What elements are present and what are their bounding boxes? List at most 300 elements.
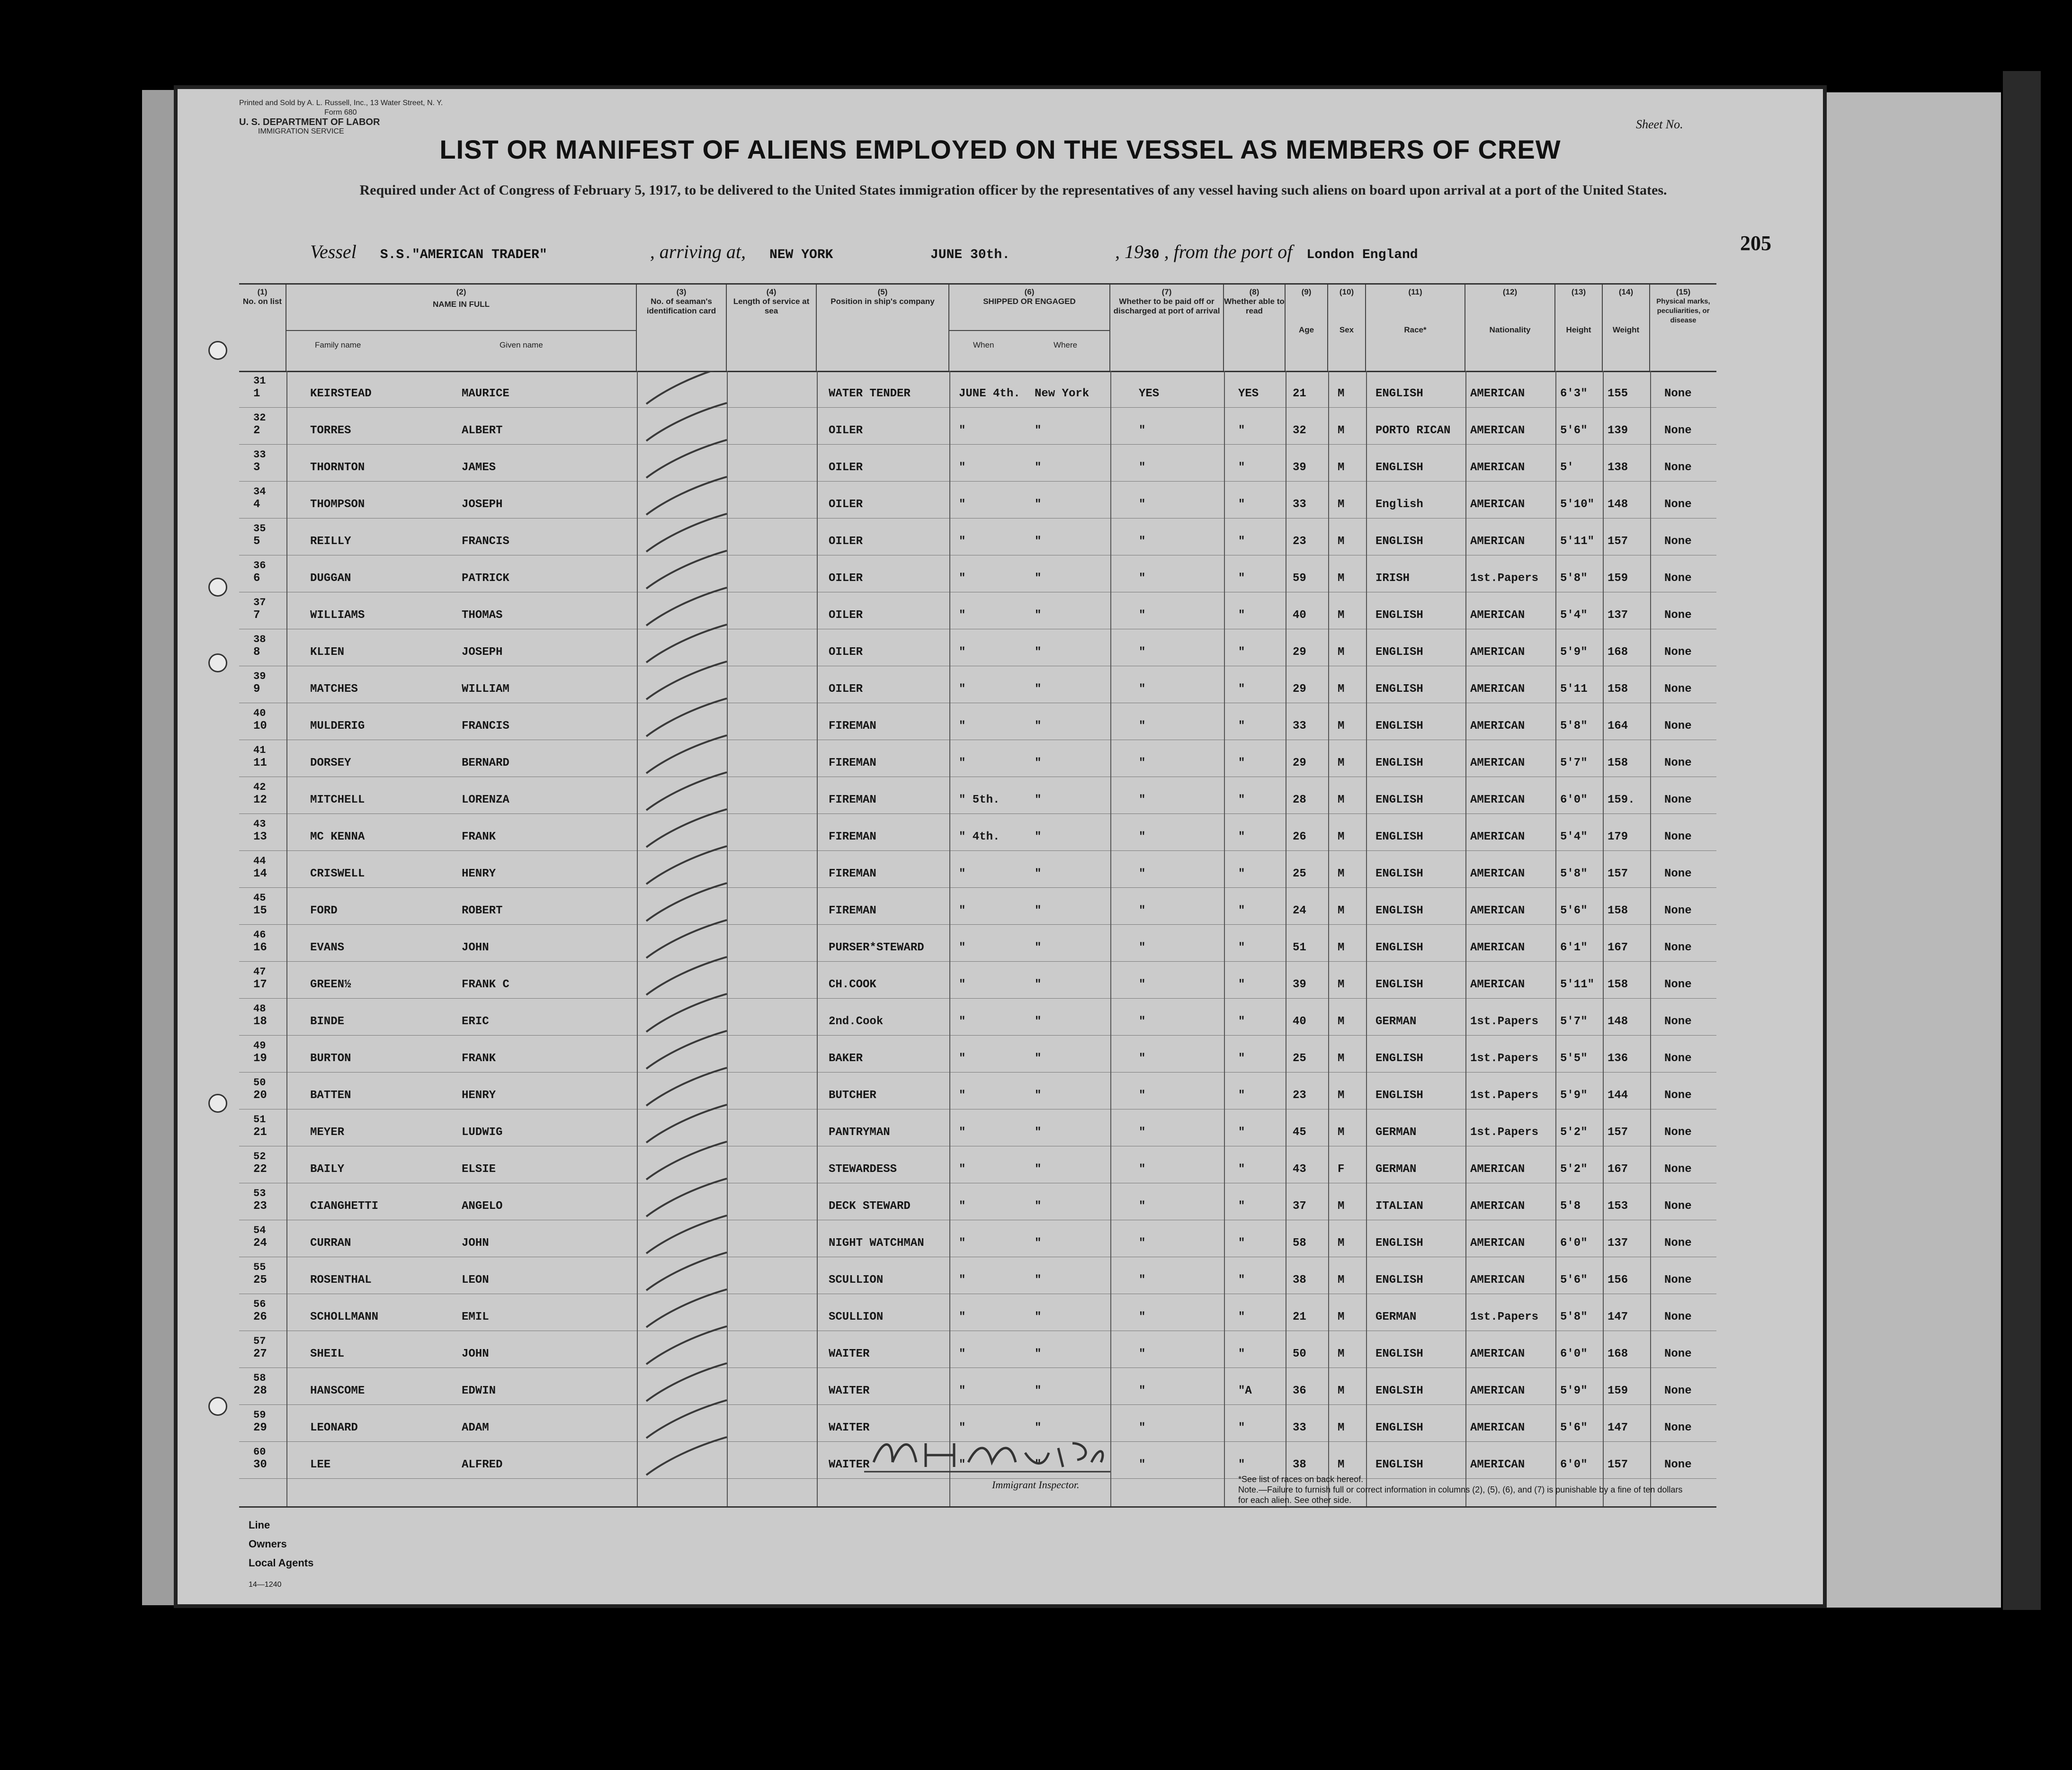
cell-height: 5'4" [1560,831,1588,843]
cell-when: " [959,572,966,585]
cell-nationality: AMERICAN [1470,646,1525,659]
year-prefix: , 19 [1115,241,1143,262]
cell-family: FORD [310,904,338,917]
cell-given: JOHN [462,941,489,954]
running-number: 48 [253,1003,266,1015]
cell-when: " [959,535,966,548]
cell-paid: " [1139,572,1146,585]
cell-weight: 179 [1608,831,1628,843]
column-rule [1110,371,1111,1506]
cell-position: CH.COOK [829,978,876,991]
cell-read: " [1238,757,1245,769]
cell-where: " [1035,831,1042,843]
check-mark [646,1437,727,1475]
cell-nationality: AMERICAN [1470,941,1525,954]
page-subtitle: Required under Act of Congress of February 5, 1917, to be delivered to the United States immigration officer by the representatives of any vessel having such aliens on board upon arrival at a port of the United States. [359,182,1667,198]
cell-marks: None [1664,904,1692,917]
cell-no: 6 [253,572,260,585]
cell-no: 23 [253,1200,267,1213]
cell-read: " [1238,904,1245,917]
table-row [239,594,1716,629]
cell-read: YES [1238,387,1259,400]
running-number: 31 [253,375,266,387]
cell-where: " [1035,757,1042,769]
running-number: 35 [253,523,266,535]
table-row [239,1074,1716,1109]
cell-sex: M [1338,1348,1345,1360]
cell-weight: 137 [1608,609,1628,622]
cell-family: LEONARD [310,1421,358,1434]
running-number: 55 [253,1261,266,1273]
cell-position: FIREMAN [829,867,876,880]
cell-marks: None [1664,572,1692,585]
cell-no: 29 [253,1421,267,1434]
cell-position: FIREMAN [829,757,876,769]
cell-position: OILER [829,424,863,437]
cell-marks: None [1664,831,1692,843]
binder-hole [208,1094,227,1113]
cell-race: ENGLSIH [1375,1385,1423,1397]
cell-when: " [959,683,966,696]
footer-note [1238,1474,1688,1505]
cell-weight: 158 [1608,978,1628,991]
cell-height: 6'0" [1560,1458,1588,1471]
cell-given: THOMAS [462,609,503,622]
check-mark [646,772,727,810]
cell-no: 30 [253,1458,267,1471]
cell-position: OILER [829,461,863,474]
cell-nationality: 1st.Papers [1470,1015,1539,1028]
cell-where: " [1035,1311,1042,1323]
cell-when: " [959,1458,966,1471]
cell-height: 5'10" [1560,498,1595,511]
cell-weight: 136 [1608,1052,1628,1065]
cell-position: WAITER [829,1385,870,1397]
departure-port: London England [1306,248,1418,262]
cell-race: English [1375,498,1423,511]
cell-height: 5'5" [1560,1052,1588,1065]
cell-read: " [1238,1163,1245,1176]
cell-read: " [1238,1237,1245,1250]
cell-read: "A [1238,1385,1252,1397]
cell-race: GERMAN [1375,1311,1417,1323]
cell-paid: " [1139,831,1146,843]
cell-nationality: 1st.Papers [1470,572,1539,585]
cell-family: BINDE [310,1015,345,1028]
cell-marks: None [1664,720,1692,733]
cell-read: " [1238,941,1245,954]
cell-position: WAITER [829,1348,870,1360]
cell-race: ENGLISH [1375,1089,1423,1102]
cell-given: ELSIE [462,1163,496,1176]
cell-sex: M [1338,720,1345,733]
cell-when: " [959,720,966,733]
running-number: 47 [253,966,266,978]
cell-family: REILLY [310,535,351,548]
cell-sex: M [1338,572,1345,585]
cell-height: 5' [1560,461,1574,474]
cell-height: 6'0" [1560,794,1588,806]
cell-height: 6'3" [1560,387,1588,400]
check-mark [646,698,727,736]
cell-marks: None [1664,1015,1692,1028]
cell-given: ALFRED [462,1458,503,1471]
cell-weight: 167 [1608,941,1628,954]
cell-weight: 158 [1608,757,1628,769]
cell-age: 51 [1293,941,1306,954]
cell-when: " [959,461,966,474]
running-number: 50 [253,1077,266,1089]
cell-given: ERIC [462,1015,489,1028]
cell-given: JOHN [462,1237,489,1250]
cell-no: 28 [253,1385,267,1397]
cell-position: OILER [829,572,863,585]
header-age: (9) Age [1286,285,1328,371]
cell-family: DORSEY [310,757,351,769]
table-row [239,668,1716,703]
cell-race: GERMAN [1375,1163,1417,1176]
from-port-label: , from the port of [1164,241,1293,262]
check-mark [646,920,727,958]
cell-no: 13 [253,831,267,843]
header-shipped: (6) SHIPPED OR ENGAGED When Where [949,285,1110,371]
cell-family: MULDERIG [310,720,365,733]
cell-age: 28 [1293,794,1306,806]
service-name: IMMIGRATION SERVICE [258,127,344,135]
cell-read: " [1238,1311,1245,1323]
cell-when: JUNE 4th. [959,387,1020,400]
table-row [239,926,1716,962]
cell-where: " [1035,646,1042,659]
table-row [239,1148,1716,1183]
cell-nationality: AMERICAN [1470,498,1525,511]
cell-where: " [1035,498,1042,511]
cell-weight: 159. [1608,794,1635,806]
cell-sex: M [1338,941,1345,954]
table-row [239,1332,1716,1368]
header-name: (2) NAME IN FULL Family name Given name [286,285,637,371]
cell-sex: M [1338,461,1345,474]
cell-height: 5'6" [1560,1274,1588,1287]
cell-when: " [959,757,966,769]
cell-given: ALBERT [462,424,503,437]
header-position: (5) Position in ship's company [817,285,949,371]
cell-read: " [1238,1200,1245,1213]
cell-read: " [1238,498,1245,511]
cell-no: 8 [253,646,260,659]
cell-position: 2nd.Cook [829,1015,884,1028]
cell-where: " [1035,1421,1042,1434]
cell-nationality: AMERICAN [1470,978,1525,991]
table-row [239,889,1716,925]
cell-sex: F [1338,1163,1345,1176]
cell-nationality: AMERICAN [1470,757,1525,769]
footer-note-races: *See list of races on back hereof. [1238,1475,1364,1484]
check-mark [646,1326,727,1364]
check-mark [646,994,727,1032]
vessel-label: Vessel [310,241,357,262]
check-mark [646,1252,727,1290]
cell-height: 5'7" [1560,1015,1588,1028]
cell-age: 24 [1293,904,1306,917]
footer-owners-label: Owners [249,1538,287,1550]
cell-nationality: AMERICAN [1470,1163,1525,1176]
cell-family: MEYER [310,1126,345,1139]
check-mark [646,625,727,662]
cell-family: GREEN½ [310,978,351,991]
cell-sex: M [1338,387,1345,400]
cell-given: ANGELO [462,1200,503,1213]
cell-race: ENGLISH [1375,461,1423,474]
cell-position: BAKER [829,1052,863,1065]
cell-when: " [959,646,966,659]
cell-no: 12 [253,794,267,806]
cell-no: 19 [253,1052,267,1065]
cell-sex: M [1338,683,1345,696]
check-mark [646,477,727,515]
cell-marks: None [1664,1052,1692,1065]
cell-position: BUTCHER [829,1089,876,1102]
cell-weight: 157 [1608,1126,1628,1139]
cell-height: 5'4" [1560,609,1588,622]
cell-position: SCULLION [829,1274,884,1287]
table-row [239,520,1716,555]
table-row [239,631,1716,666]
cell-height: 5'8" [1560,867,1588,880]
cell-nationality: AMERICAN [1470,1200,1525,1213]
header-physical-marks: (15) Physical marks, peculiarities, or disease [1656,287,1710,324]
binder-shadow [2003,71,2041,1610]
cell-sex: M [1338,1126,1345,1139]
cell-sex: M [1338,904,1345,917]
cell-marks: None [1664,609,1692,622]
check-mark [646,1068,727,1106]
cell-no: 2 [253,424,260,437]
running-number: 57 [253,1335,266,1347]
cell-paid: " [1139,646,1146,659]
cell-marks: None [1664,794,1692,806]
cell-age: 33 [1293,720,1306,733]
cell-age: 40 [1293,609,1306,622]
running-number: 33 [253,449,266,461]
cell-when: " [959,609,966,622]
running-number: 45 [253,892,266,904]
cell-paid: " [1139,1348,1146,1360]
check-mark [646,371,727,404]
cell-age: 38 [1293,1458,1306,1471]
cell-given: EMIL [462,1311,489,1323]
cell-position: OILER [829,498,863,511]
running-number: 46 [253,929,266,941]
cell-no: 7 [253,609,260,622]
cell-weight: 144 [1608,1089,1628,1102]
cell-race: ENGLISH [1375,794,1423,806]
table-row [239,557,1716,592]
cell-family: CRISWELL [310,867,365,880]
cell-when: " [959,1348,966,1360]
cell-family: EVANS [310,941,345,954]
cell-nationality: AMERICAN [1470,904,1525,917]
cell-paid: " [1139,1311,1146,1323]
cell-position: WATER TENDER [829,387,911,400]
cell-marks: None [1664,1237,1692,1250]
cell-marks: None [1664,1311,1692,1323]
table-row [239,409,1716,445]
cell-family: TORRES [310,424,351,437]
cell-sex: M [1338,978,1345,991]
cell-race: GERMAN [1375,1015,1417,1028]
cell-position: FIREMAN [829,904,876,917]
cell-read: " [1238,1052,1245,1065]
cell-when: " [959,1385,966,1397]
cell-sex: M [1338,867,1345,880]
cell-when: " [959,1015,966,1028]
cell-paid: " [1139,1089,1146,1102]
table-row [239,1296,1716,1331]
running-number: 59 [253,1409,266,1421]
cell-paid: " [1139,978,1146,991]
cell-given: FRANK [462,1052,496,1065]
cell-no: 22 [253,1163,267,1176]
cell-race: GERMAN [1375,1126,1417,1139]
cell-where: " [1035,424,1042,437]
header-weight: (14) Weight [1603,285,1650,371]
cell-sex: M [1338,794,1345,806]
cell-nationality: AMERICAN [1470,1458,1525,1471]
cell-where: " [1035,1015,1042,1028]
cell-given: PATRICK [462,572,509,585]
cell-race: ENGLISH [1375,1421,1423,1434]
cell-age: 29 [1293,757,1306,769]
header-nationality: (12) Nationality [1465,285,1555,371]
cell-position: WAITER [829,1458,870,1471]
cell-where: " [1035,978,1042,991]
cell-sex: M [1338,1237,1345,1250]
cell-nationality: 1st.Papers [1470,1052,1539,1065]
cell-weight: 168 [1608,646,1628,659]
cell-height: 6'0" [1560,1348,1588,1360]
cell-family: KLIEN [310,646,345,659]
cell-no: 26 [253,1311,267,1323]
cell-given: LORENZA [462,794,509,806]
cell-paid: " [1139,1458,1146,1471]
cell-where: " [1035,904,1042,917]
cell-family: MITCHELL [310,794,365,806]
check-mark [646,551,727,589]
cell-age: 25 [1293,867,1306,880]
cell-read: " [1238,794,1245,806]
binder-hole [208,578,227,597]
cell-weight: 155 [1608,387,1628,400]
page-number: 205 [1740,232,1771,255]
cell-marks: None [1664,1274,1692,1287]
cell-age: 38 [1293,1274,1306,1287]
cell-height: 5'8 [1560,1200,1581,1213]
cell-where: " [1035,1385,1042,1397]
cell-read: " [1238,720,1245,733]
cell-position: FIREMAN [829,794,876,806]
cell-read: " [1238,1274,1245,1287]
cell-age: 37 [1293,1200,1306,1213]
cell-read: " [1238,461,1245,474]
table-row [239,742,1716,777]
cell-nationality: AMERICAN [1470,1348,1525,1360]
cell-marks: None [1664,1163,1692,1176]
cell-age: 21 [1293,1311,1306,1323]
cell-read: " [1238,1421,1245,1434]
cell-read: " [1238,572,1245,585]
cell-marks: None [1664,941,1692,954]
running-number: 51 [253,1114,266,1126]
header-no-on-list: (1) No. on list [239,285,286,371]
check-mark [646,588,727,626]
cell-paid: " [1139,683,1146,696]
cell-given: HENRY [462,1089,496,1102]
arrival-port: NEW YORK [769,248,833,262]
cell-where: " [1035,1237,1042,1250]
cell-nationality: AMERICAN [1470,424,1525,437]
cell-age: 23 [1293,1089,1306,1102]
table-row [239,963,1716,999]
binder-edge [142,90,178,1605]
cell-marks: None [1664,646,1692,659]
cell-paid: " [1139,904,1146,917]
cell-sex: M [1338,1089,1345,1102]
cell-position: OILER [829,535,863,548]
cell-race: ENGLISH [1375,1274,1423,1287]
cell-race: ENGLISH [1375,978,1423,991]
cell-no: 4 [253,498,260,511]
cell-given: BERNARD [462,757,509,769]
cell-nationality: 1st.Papers [1470,1311,1539,1323]
cell-age: 43 [1293,1163,1306,1176]
cell-race: ENGLISH [1375,904,1423,917]
cell-position: PURSER*STEWARD [829,941,924,954]
cell-nationality: AMERICAN [1470,831,1525,843]
cell-paid: " [1139,1385,1146,1397]
cell-read: " [1238,978,1245,991]
cell-weight: 137 [1608,1237,1628,1250]
cell-race: ENGLISH [1375,1458,1423,1471]
table-row [239,372,1716,408]
cell-given: JOSEPH [462,646,503,659]
cell-race: ENGLISH [1375,1237,1423,1250]
running-number: 37 [253,597,266,608]
cell-no: 11 [253,757,267,769]
cell-paid: " [1139,498,1146,511]
cell-weight: 159 [1608,572,1628,585]
cell-read: " [1238,424,1245,437]
cell-marks: None [1664,535,1692,548]
cell-height: 5'11" [1560,978,1595,991]
cell-race: ENGLISH [1375,757,1423,769]
cell-age: 23 [1293,535,1306,548]
running-number: 54 [253,1225,266,1236]
cell-paid: " [1139,720,1146,733]
cell-family: MC KENNA [310,831,365,843]
running-number: 60 [253,1446,266,1458]
cell-when: " [959,1200,966,1213]
cell-weight: 147 [1608,1421,1628,1434]
cell-height: 6'0" [1560,1237,1588,1250]
cell-sex: M [1338,1274,1345,1287]
cell-no: 9 [253,683,260,696]
cell-no: 20 [253,1089,267,1102]
cell-nationality: AMERICAN [1470,867,1525,880]
running-number: 43 [253,818,266,830]
running-number: 39 [253,670,266,682]
cell-read: " [1238,831,1245,843]
